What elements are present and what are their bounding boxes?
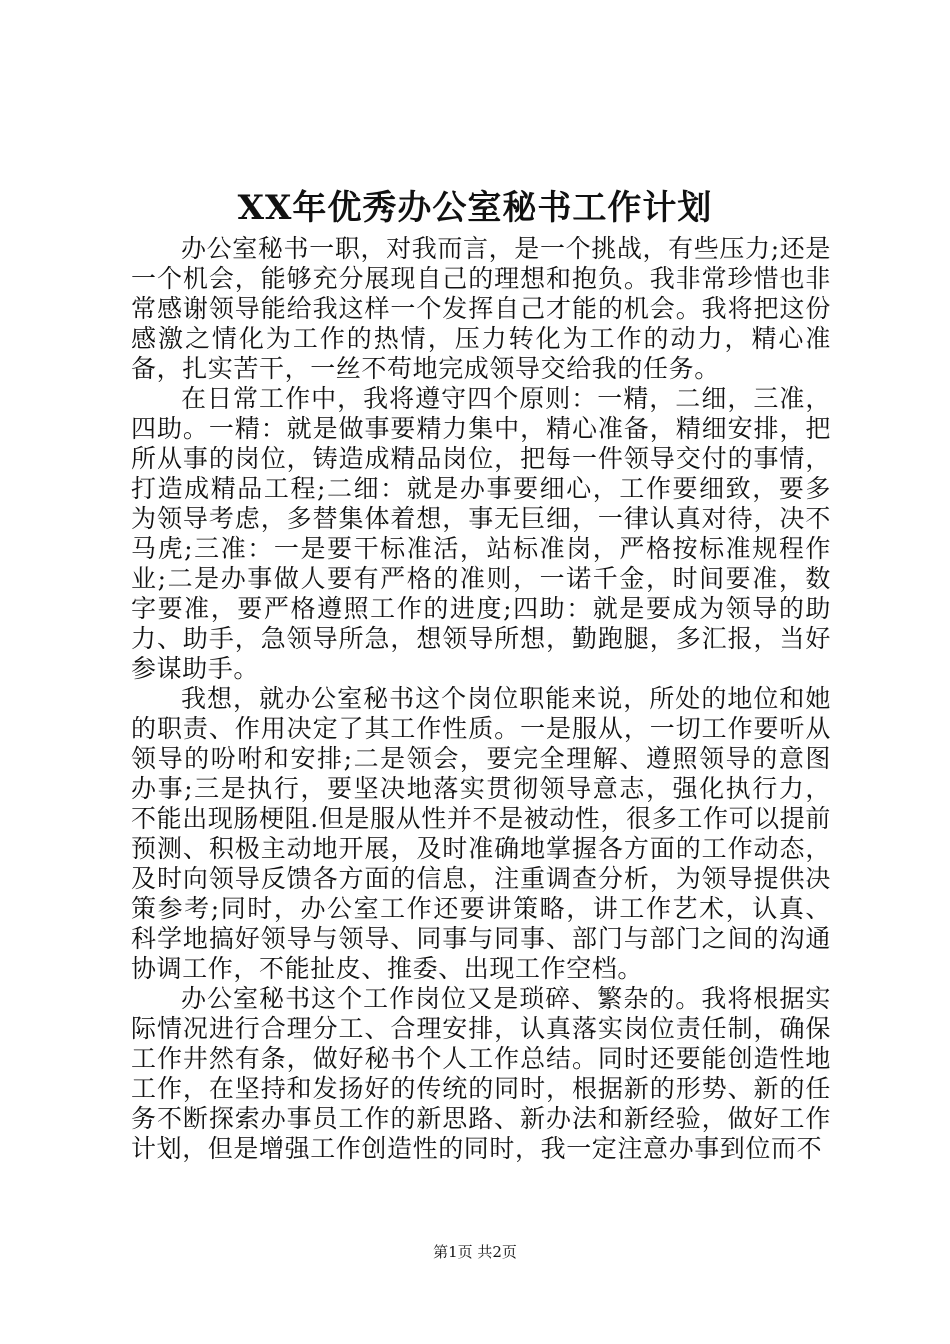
- paragraph-4: 办公室秘书这个工作岗位又是琐碎、繁杂的。我将根据实际情况进行合理分工、合理安排，认真落实岗位责任制，确保工作井然有条，做好秘书个人工作总结。同时还要能创造性地工作，在坚持和发扬好的传统的同时，根据新的形势、新的任务不断探索办事员工作的新思路、新办法和新经验，做好工作计划，但是增强工作创造性的同时，我一定注意办事到位而不: [131, 984, 831, 1163]
- document-body: [131, 234, 831, 1164]
- paragraph-3: 我想，就办公室秘书这个岗位职能来说，所处的地位和她的职责、作用决定了其工作性质。一是服从，一切工作要听从领导的吩咐和安排;二是领会，要完全理解、遵照领导的意图办事;三是执行，要坚决地落实贯彻领导意志，强化执行力，不能出现肠梗阻.但是服从性并不是被动性，很多工作可以提前预测、积极主动地开展，及时准确地掌握各方面的工作动态，及时向领导反馈各方面的信息，注重调查分析，为领导提供决策参考;同时，办公室工作还要讲策略，讲工作艺术，认真、科学地搞好领导与领导、同事与同事、部门与部门之间的沟通协调工作，不能扯皮、推委、出现工作空档。: [131, 684, 831, 983]
- document-title: XX年优秀办公室秘书工作计划: [237, 188, 713, 228]
- paragraph-1: 办公室秘书一职，对我而言，是一个挑战，有些压力;还是一个机会，能够充分展现自己的理想和抱负。我非常珍惜也非常感谢领导能给我这样一个发挥自己才能的机会。我将把这份感激之情化为工作的热情，压力转化为工作的动力，精心准备，扎实苦干，一丝不苟地完成领导交给我的任务。: [131, 234, 831, 383]
- page-footer: 第1页 共2页: [433, 1243, 517, 1261]
- paragraph-2: 在日常工作中，我将遵守四个原则：一精，二细，三准，四助。一精：就是做事要精力集中，精心准备，精细安排，把所从事的岗位，铸造成精品岗位，把每一件领导交付的事情，打造成精品工程;二细：就是办事要细心，工作要细致，要多为领导考虑，多替集体着想，事无巨细，一律认真对待，决不马虎;三准：一是要干标准活，站标准岗，严格按标准规程作业;二是办事做人要有严格的准则，一诺千金，时间要准，数字要准，要严格遵照工作的进度;四助：就是要成为领导的助力、助手，急领导所急，想领导所想，勤跑腿，多汇报，当好参谋助手。: [131, 384, 831, 683]
